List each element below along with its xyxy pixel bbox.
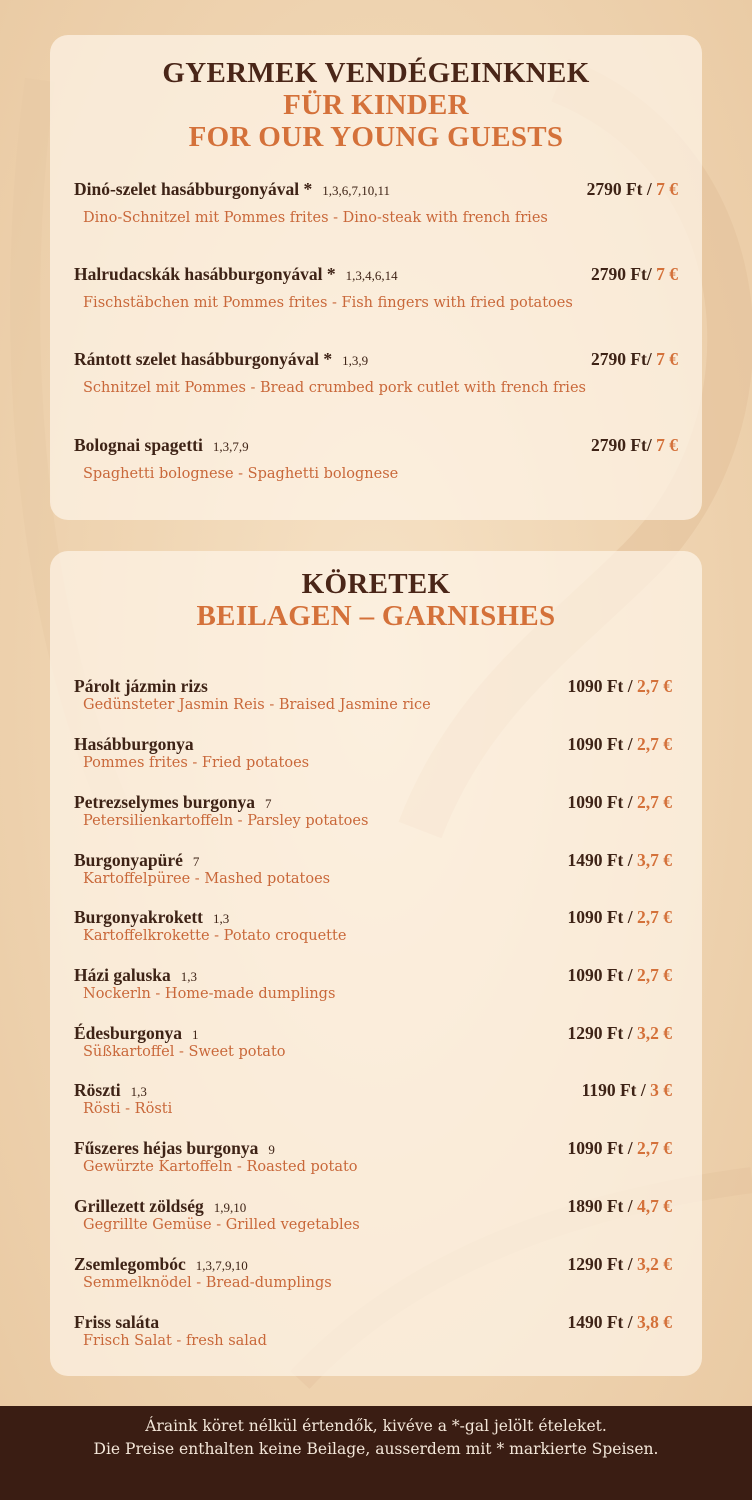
- garnish-item: [74, 1023, 672, 1061]
- item-allergens: 1,3,4,6,14: [345, 268, 398, 283]
- item-name: Édesburgonya: [74, 1023, 182, 1043]
- menu-item: [74, 435, 678, 482]
- item-name: Bolognai spagetti: [74, 435, 203, 455]
- item-price: [567, 1138, 672, 1159]
- kids-title-de: FÜR KINDER: [283, 89, 469, 121]
- item-description: Frisch Salat - fresh salad: [83, 1333, 267, 1349]
- price-huf: 1090 Ft /: [567, 1138, 637, 1158]
- item-name: Röszti: [74, 1080, 121, 1100]
- kids-menu-section: [50, 35, 702, 520]
- menu-item: [74, 264, 678, 311]
- item-description: Gedünsteter Jasmin Reis - Braised Jasmine rice: [83, 697, 431, 713]
- price-huf: 2790 Ft/: [590, 264, 657, 284]
- item-price: [567, 676, 672, 697]
- item-price: [567, 1023, 672, 1044]
- kids-section-title: [50, 57, 702, 153]
- price-eur: 3,7 €: [637, 850, 672, 870]
- item-allergens: 1,3,9: [342, 353, 369, 368]
- item-description: Gewürzte Kartoffeln - Roasted potato: [83, 1159, 358, 1175]
- price-eur: 7 €: [656, 179, 678, 199]
- price-eur: 7 €: [656, 349, 678, 369]
- garnish-item: [74, 907, 672, 945]
- item-price: [567, 734, 672, 755]
- garnishes-section-title: [50, 568, 702, 632]
- item-price: [587, 179, 678, 200]
- garnish-item: [74, 965, 672, 1003]
- price-huf: 1890 Ft /: [567, 1196, 637, 1216]
- price-huf: 1090 Ft /: [567, 965, 637, 985]
- garnish-item: [74, 1312, 672, 1350]
- item-price: [582, 1080, 672, 1101]
- price-huf: 2790 Ft/: [590, 435, 657, 455]
- kids-title-en: FOR OUR YOUNG GUESTS: [188, 121, 564, 153]
- item-price: [567, 1196, 672, 1217]
- price-huf: 1490 Ft /: [567, 850, 637, 870]
- price-huf: 1090 Ft /: [567, 676, 637, 696]
- garnish-item: [74, 1254, 672, 1292]
- item-allergens: 1,3,7,9,10: [195, 1258, 248, 1273]
- garnish-item: [74, 676, 672, 714]
- item-allergens: 1,3: [130, 1084, 147, 1099]
- item-name: Burgonyapüré: [74, 850, 183, 870]
- item-name: Burgonyakrokett: [74, 907, 203, 927]
- item-price: [567, 792, 672, 813]
- price-eur: 4,7 €: [637, 1196, 672, 1216]
- item-allergens: 7: [264, 796, 272, 811]
- item-description: Spaghetti bolognese - Spaghetti bolognese: [83, 466, 399, 482]
- garnishes-title-hu: KÖRETEK: [301, 568, 451, 600]
- item-name: Fűszeres héjas burgonya: [74, 1138, 259, 1158]
- price-huf: 1290 Ft /: [567, 1023, 637, 1043]
- item-description: Kartoffelpüree - Mashed potatoes: [83, 871, 331, 887]
- item-name: Házi galuska: [74, 965, 171, 985]
- item-price: [567, 1254, 672, 1275]
- garnish-item: [74, 734, 672, 772]
- item-name: Dinó-szelet hasábburgonyával *: [74, 179, 313, 199]
- price-eur: 3,2 €: [637, 1254, 672, 1274]
- price-eur: 2,7 €: [637, 676, 672, 696]
- price-huf: 1490 Ft /: [567, 1312, 637, 1332]
- price-huf: 1090 Ft /: [567, 907, 637, 927]
- item-allergens: 1,9,10: [213, 1200, 247, 1215]
- item-name: Hasábburgonya: [74, 734, 194, 754]
- garnish-item: [74, 1196, 672, 1234]
- item-price: [567, 850, 672, 871]
- item-name: Zsemlegombóc: [74, 1254, 186, 1274]
- menu-item: [74, 349, 678, 396]
- item-description: Dino-Schnitzel mit Pommes frites - Dino-steak with french fries: [83, 210, 548, 226]
- kids-title-hu: GYERMEK VENDÉGEINKNEK: [162, 57, 590, 89]
- price-eur: 7 €: [656, 264, 678, 284]
- item-name: Párolt jázmin rizs: [74, 676, 208, 696]
- garnish-item: [74, 850, 672, 888]
- item-name: Rántott szelet hasábburgonyával *: [74, 349, 333, 369]
- item-price: [591, 264, 678, 285]
- menu-item: [74, 179, 678, 226]
- garnish-item: [74, 1080, 672, 1118]
- item-description: Gegrillte Gemüse - Grilled vegetables: [83, 1217, 360, 1233]
- garnish-item: [74, 792, 672, 830]
- item-name: Grillezett zöldség: [74, 1196, 204, 1216]
- item-allergens: 1,3,7,9: [212, 439, 249, 454]
- price-huf: 1190 Ft /: [581, 1080, 651, 1100]
- item-name: Petrezselymes burgonya: [74, 792, 255, 812]
- footer-line-hu: Áraink köret nélkül értendők, kivéve a *-gal jelölt ételeket.: [145, 1417, 607, 1435]
- item-description: Pommes frites - Fried potatoes: [83, 755, 310, 771]
- item-description: Fischstäbchen mit Pommes frites - Fish fingers with fried potatoes: [83, 295, 573, 311]
- footer-note: [0, 1406, 752, 1500]
- item-description: Süßkartoffel - Sweet potato: [83, 1044, 286, 1060]
- price-eur: 2,7 €: [637, 965, 672, 985]
- item-description: Kartoffelkrokette - Potato croquette: [83, 928, 347, 944]
- price-huf: 2790 Ft /: [586, 179, 657, 199]
- item-allergens: 1: [191, 1027, 199, 1042]
- footer-line-de: Die Preise enthalten keine Beilage, ausserdem mit * markierte Speisen.: [93, 1440, 659, 1458]
- garnishes-title-other: BEILAGEN – GARNISHES: [196, 600, 556, 632]
- price-eur: 2,7 €: [637, 1138, 672, 1158]
- item-allergens: 9: [268, 1142, 275, 1157]
- item-price: [567, 907, 672, 928]
- item-description: Nockerln - Home-made dumplings: [83, 986, 336, 1002]
- item-description: Schnitzel mit Pommes - Bread crumbed pork cutlet with french fries: [83, 380, 586, 396]
- item-description: Petersilienkartoffeln - Parsley potatoes: [83, 813, 369, 829]
- price-eur: 2,7 €: [637, 734, 672, 754]
- price-eur: 3 €: [650, 1080, 672, 1100]
- item-description: Rösti - Rösti: [83, 1101, 173, 1117]
- price-eur: 3,8 €: [637, 1312, 672, 1332]
- price-huf: 2790 Ft/: [590, 349, 657, 369]
- item-name: Halrudacskák hasábburgonyával *: [74, 264, 336, 284]
- item-price: [591, 435, 678, 456]
- item-allergens: 1,3,6,7,10,11: [322, 183, 390, 198]
- price-eur: 3,2 €: [637, 1023, 672, 1043]
- price-eur: 2,7 €: [637, 792, 672, 812]
- item-allergens: 1,3: [213, 911, 230, 926]
- item-price: [567, 1312, 672, 1333]
- item-name: Friss saláta: [74, 1312, 160, 1332]
- item-price: [591, 349, 678, 370]
- price-huf: 1290 Ft /: [567, 1254, 637, 1274]
- price-eur: 7 €: [656, 435, 678, 455]
- price-huf: 1090 Ft /: [567, 792, 637, 812]
- item-allergens: 7: [192, 854, 200, 869]
- price-eur: 2,7 €: [637, 907, 672, 927]
- garnish-item: [74, 1138, 672, 1176]
- item-price: [567, 965, 672, 986]
- item-description: Semmelknödel - Bread-dumplings: [83, 1275, 332, 1291]
- price-huf: 1090 Ft /: [567, 734, 637, 754]
- garnishes-section: [50, 551, 702, 1376]
- item-allergens: 1,3: [180, 969, 198, 984]
